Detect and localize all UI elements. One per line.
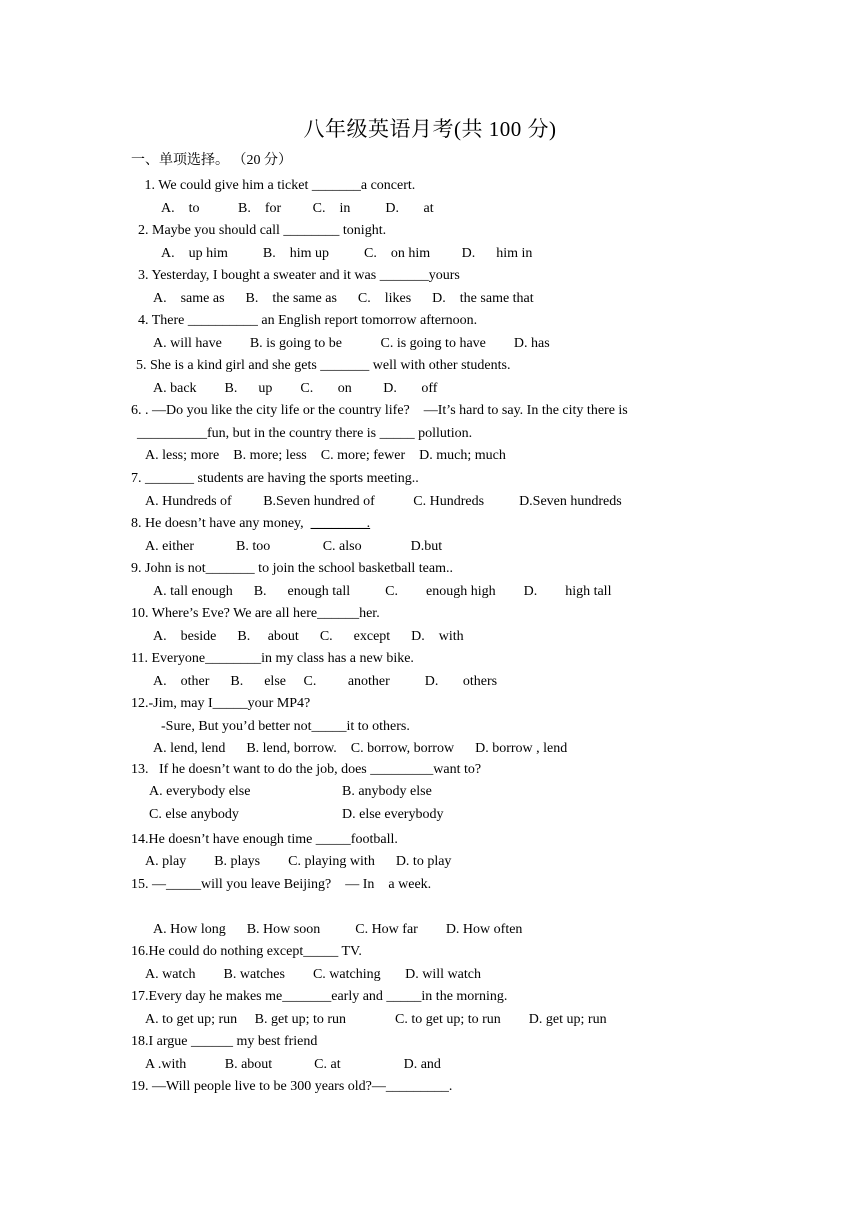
question-18: 18.I argue ______ my best friend — [131, 1034, 318, 1049]
question-10: 10. Where’s Eve? We are all here______her. — [131, 606, 380, 621]
question-11-options: A. other B. else C. another D. others — [153, 674, 498, 689]
question-12-cont: -Sure, But you’d better not_____it to others. — [161, 719, 410, 734]
question-14-options: A. play B. plays C. playing with D. to play — [145, 854, 452, 869]
question-13-option-c: C. else anybody — [149, 807, 239, 822]
question-6: 6. . —Do you like the city life or the country life? —It’s hard to say. In the city there is — [131, 403, 628, 418]
question-19: 19. —Will people live to be 300 years old?—_________. — [131, 1079, 453, 1094]
question-6-options: A. less; more B. more; less C. more; fewer D. much; much — [145, 448, 506, 463]
question-15: 15. —_____will you leave Beijing? — In a week. — [131, 877, 432, 892]
question-8 — [131, 515, 370, 533]
question-17-options: A. to get up; run B. get up; to run C. to get up; to run D. get up; run — [145, 1012, 607, 1027]
page-title: 八年级英语月考(共 100 分) — [303, 117, 557, 141]
section-heading: 一、单项选择。 （20 分） — [131, 153, 292, 168]
question-18-options: A .with B. about C. at D. and — [145, 1057, 441, 1072]
question-16-options: A. watch B. watches C. watching D. will watch — [145, 967, 481, 982]
question-3: 3. Yesterday, I bought a sweater and it was _______yours — [138, 268, 460, 283]
question-7-options: A. Hundreds of B.Seven hundred of C. Hundreds D.Seven hundreds — [145, 494, 622, 509]
question-16: 16.He could do nothing except_____ TV. — [131, 944, 362, 959]
question-2: 2. Maybe you should call ________ tonight. — [138, 223, 387, 238]
question-2-options: A. up him B. him up C. on him D. him in — [161, 246, 533, 261]
question-14: 14.He doesn’t have enough time _____football. — [131, 832, 398, 847]
question-9-options: A. tall enough B. enough tall C. enough high D. high tall — [153, 584, 612, 599]
question-12-options: A. lend, lend B. lend, borrow. C. borrow, borrow D. borrow , lend — [153, 741, 568, 756]
question-4-options: A. will have B. is going to be C. is going to have D. has — [153, 336, 550, 351]
question-5: 5. She is a kind girl and she gets _______ well with other students. — [136, 358, 511, 373]
question-1: 1. We could give him a ticket _______a concert. — [141, 178, 416, 193]
question-17: 17.Every day he makes me_______early and _____in the morning. — [131, 989, 508, 1004]
question-5-options: A. back B. up C. on D. off — [153, 381, 438, 396]
question-9: 9. John is not_______ to join the school basketball team.. — [131, 561, 453, 576]
question-4: 4. There __________ an English report tomorrow afternoon. — [138, 313, 478, 328]
question-13-option-a: A. everybody else — [149, 784, 251, 799]
question-13: 13. If he doesn’t want to do the job, does _________want to? — [131, 762, 482, 777]
question-10-options: A. beside B. about C. except D. with — [153, 629, 464, 644]
question-8-text: 8. He doesn’t have any money, — [131, 516, 311, 531]
question-12: 12.-Jim, may I_____your MP4? — [131, 696, 311, 711]
question-8-options: A. either B. too C. also D.but — [145, 539, 443, 554]
question-6-cont: __________fun, but in the country there is _____ pollution. — [137, 426, 473, 441]
question-13-option-d: D. else everybody — [342, 807, 444, 822]
question-11: 11. Everyone________in my class has a new bike. — [131, 651, 414, 666]
question-13-option-b: B. anybody else — [342, 784, 432, 799]
question-1-options: A. to B. for C. in D. at — [161, 201, 434, 216]
question-3-options: A. same as B. the same as C. likes D. the same that — [153, 291, 534, 306]
question-7: 7. _______ students are having the sports meeting.. — [131, 471, 419, 486]
question-8-blank: ________. — [310, 516, 371, 531]
question-15-options: A. How long B. How soon C. How far D. How often — [153, 922, 523, 937]
